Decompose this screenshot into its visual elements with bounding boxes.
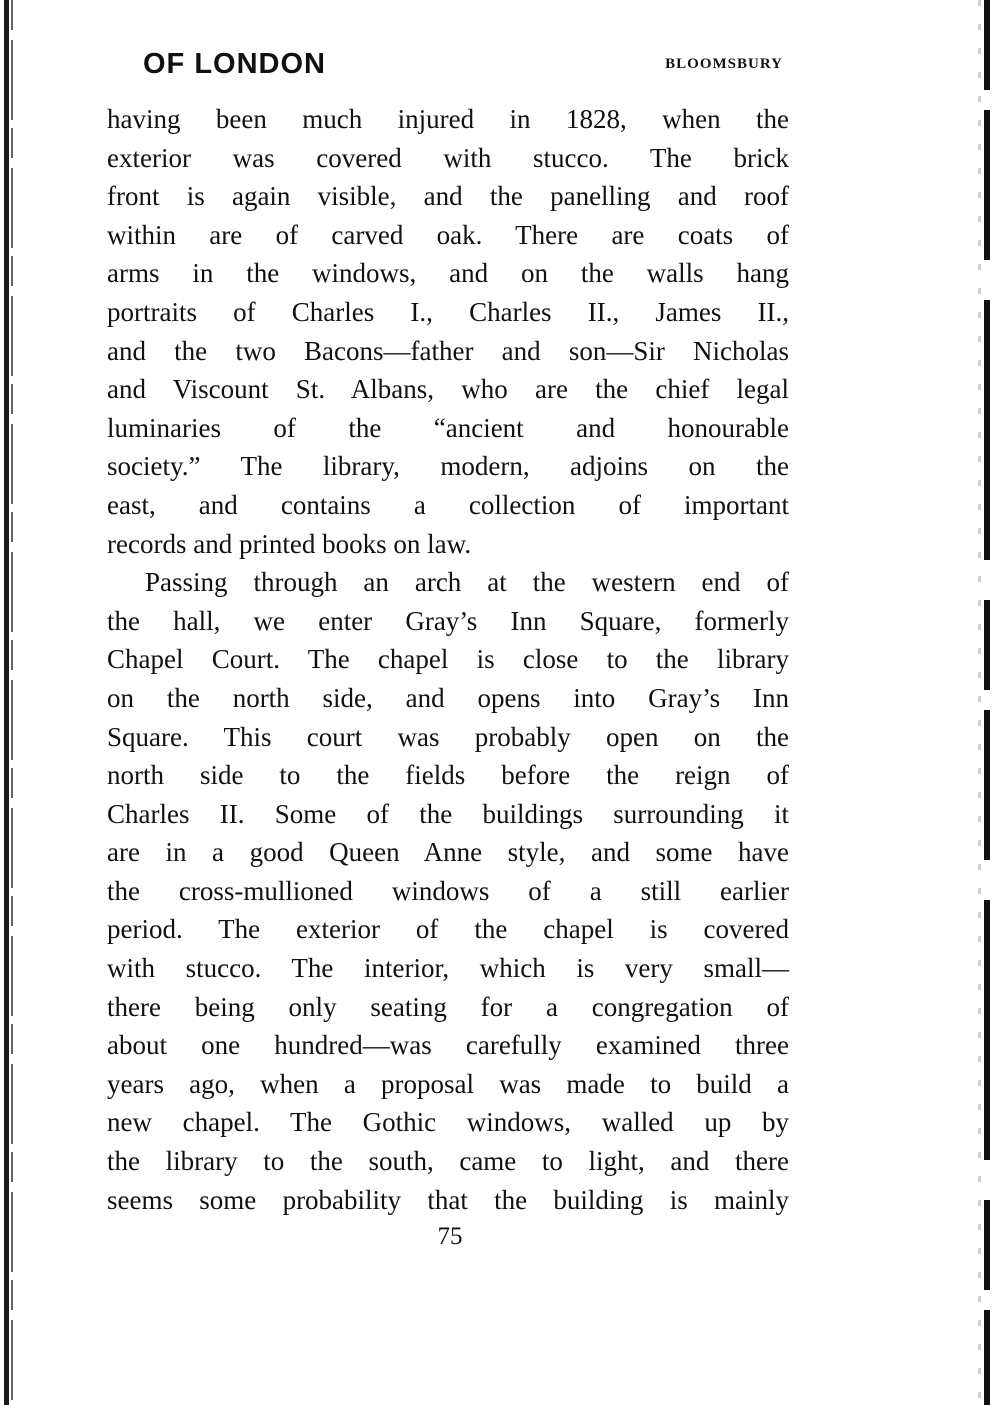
text-line: seems some probability that the building is mainly (107, 1184, 789, 1215)
text-line: records and printed books on law. (107, 528, 472, 559)
text-line: Square. This court was probably open on the (107, 721, 789, 752)
page-edge-shadow-right (978, 0, 981, 1405)
text-line: society.” The library, modern, adjoins on the (107, 451, 789, 482)
text-line: new chapel. The Gothic windows, walled up by (107, 1107, 789, 1138)
text-line: years ago, when a proposal was made to build a (107, 1068, 789, 1099)
text-line: Passing through an arch at the western end of (145, 567, 789, 598)
running-head-left: OF LONDON (143, 48, 326, 80)
text-line: arms in the windows, and on the walls hang (107, 258, 789, 289)
paragraph-2 (107, 563, 789, 1219)
text-line: east, and contains a collection of important (107, 489, 789, 520)
text-line: and the two Bacons—father and son—Sir Nicholas (107, 335, 789, 366)
body-text (107, 100, 789, 1219)
binding-edge-left (4, 0, 9, 1405)
text-line: Chapel Court. The chapel is close to the library (107, 644, 789, 675)
binding-shadow-left (11, 0, 13, 1405)
text-line: with stucco. The interior, which is very small— (107, 953, 789, 984)
text-line: exterior was covered with stucco. The brick (107, 142, 789, 173)
paragraph-1 (107, 100, 789, 563)
page-edge-right (984, 0, 990, 1405)
text-line: north side to the fields before the reign of (107, 760, 789, 791)
running-head-right: BLOOMSBURY (665, 56, 783, 72)
text-line: and Viscount St. Albans, who are the chief legal (107, 374, 789, 405)
text-line: luminaries of the “ancient and honourable (107, 412, 789, 443)
text-line: the library to the south, came to light, and there (107, 1146, 789, 1177)
running-head (143, 48, 783, 84)
text-line: front is again visible, and the panelling and roof (107, 181, 789, 212)
text-line: period. The exterior of the chapel is covered (107, 914, 789, 945)
text-line: within are of carved oak. There are coats of (107, 219, 789, 250)
text-line: having been much injured in 1828, when the (107, 104, 789, 134)
text-line: are in a good Queen Anne style, and some have (107, 837, 789, 868)
text-line: Charles II. Some of the buildings surrounding it (107, 798, 789, 829)
text-line: on the north side, and opens into Gray’s Inn (107, 682, 789, 713)
page-number: 75 (437, 1223, 463, 1250)
text-line: portraits of Charles I., Charles II., James II., (107, 296, 789, 327)
text-line: about one hundred—was carefully examined three (107, 1030, 789, 1061)
text-line: there being only seating for a congregation of (107, 991, 789, 1022)
text-line: the hall, we enter Gray’s Inn Square, formerly (107, 605, 789, 636)
text-line: the cross-mullioned windows of a still earlier (107, 875, 789, 906)
